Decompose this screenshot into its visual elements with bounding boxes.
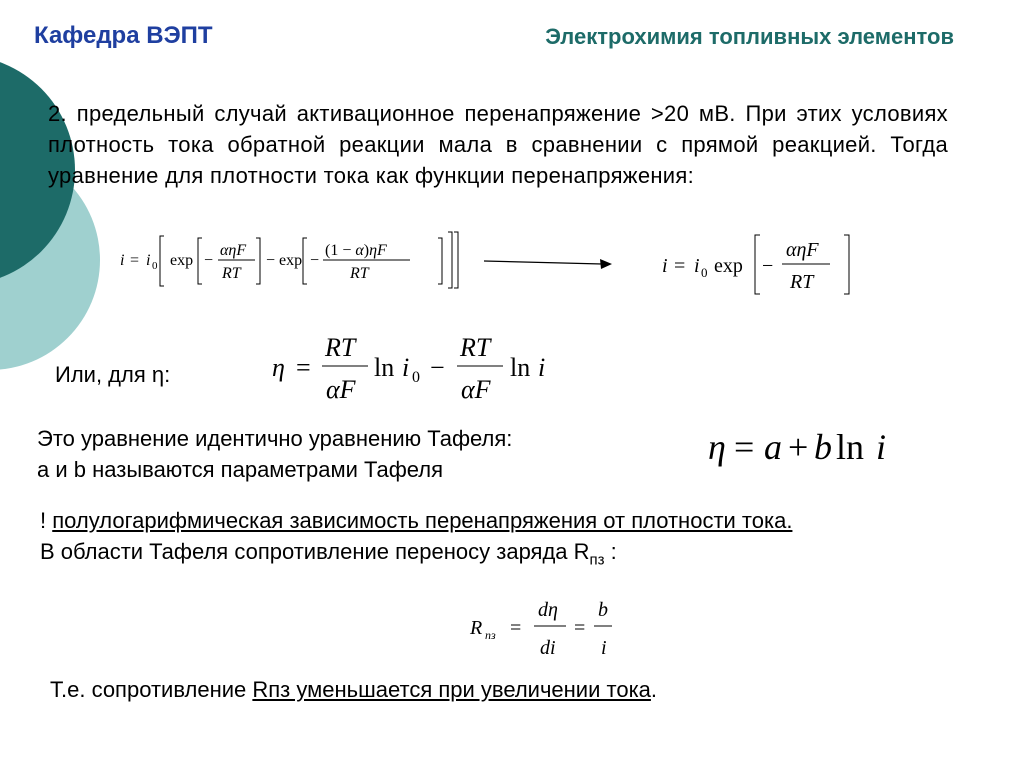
svg-text:exp: exp — [714, 255, 743, 277]
svg-text:exp: exp — [170, 252, 194, 269]
overpotential-equation — [270, 330, 570, 413]
butler-volmer-equation — [120, 228, 460, 297]
svg-text:=: = — [510, 617, 522, 639]
svg-text:dη: dη — [538, 599, 558, 621]
svg-text:=: = — [734, 427, 755, 467]
svg-text:αηF: αηF — [220, 242, 247, 259]
svg-text:αF: αF — [326, 375, 356, 404]
svg-text:RT: RT — [222, 265, 241, 282]
svg-text:RT: RT — [790, 271, 814, 293]
svg-text:−: − — [204, 252, 214, 269]
svg-text:ln: ln — [374, 353, 395, 382]
svg-text:di: di — [540, 637, 556, 659]
svg-text:RT: RT — [460, 333, 491, 362]
svg-text:i: i — [146, 252, 151, 269]
svg-text:αηF: αηF — [786, 239, 819, 261]
note-block — [40, 505, 950, 575]
department-title: Кафедра ВЭПТ — [34, 22, 213, 49]
svg-text:i: i — [876, 427, 887, 467]
svg-text:(1 − α)ηF: (1 − α)ηF — [325, 242, 387, 259]
svg-text:−: − — [762, 255, 774, 277]
tafel-equation — [708, 422, 928, 477]
svg-text:−: − — [430, 353, 445, 382]
svg-text:=: = — [674, 255, 686, 277]
svg-text:+: + — [788, 427, 809, 467]
svg-text:b: b — [598, 599, 608, 621]
svg-text:−: − — [310, 252, 320, 269]
svg-text:0: 0 — [701, 265, 708, 280]
svg-text:b: b — [814, 427, 832, 467]
svg-text:i: i — [662, 255, 668, 277]
svg-text:=: = — [130, 252, 140, 269]
svg-text:η: η — [708, 427, 726, 467]
conclusion-line: Т.е. сопротивление Rпз уменьшается при увеличении тока. — [50, 677, 658, 702]
note-line-1: ! полулогарифмическая зависимость перенапряжения от плотности тока. — [40, 508, 793, 533]
tafel-line-1: Это уравнение идентично уравнению Тафеля: — [37, 426, 513, 451]
svg-text:a: a — [764, 427, 782, 467]
svg-text:=: = — [296, 353, 311, 382]
svg-text:RT: RT — [325, 333, 356, 362]
charge-transfer-resistance-equation — [470, 596, 630, 671]
tafel-description — [37, 423, 512, 485]
note-line-2: В области Тафеля сопротивление переносу заряда $R_{пз}$ : — [40, 539, 617, 569]
svg-text:R: R — [470, 617, 483, 639]
svg-text:η: η — [272, 353, 285, 382]
course-title: Электрохимия топливных элементов — [545, 24, 954, 49]
svg-text:RT: RT — [350, 265, 369, 282]
arrow-right-icon — [484, 254, 614, 270]
decorative-circles — [0, 0, 160, 420]
svg-text:i: i — [538, 353, 546, 382]
svg-text:ln: ln — [836, 427, 865, 467]
svg-text:i: i — [120, 252, 125, 269]
tafel-line-2: a и b называются параметрами Тафеля — [37, 457, 444, 482]
svg-text:− exp: − exp — [266, 252, 303, 269]
svg-text:i: i — [601, 637, 607, 659]
conclusion-underlined: Rпз уменьшается при увеличении тока — [252, 677, 651, 702]
svg-text:αF: αF — [461, 375, 491, 404]
svg-text:0: 0 — [412, 369, 420, 386]
svg-text:i: i — [402, 353, 410, 382]
svg-text:=: = — [574, 617, 586, 639]
eta-label: Или, для η: — [55, 362, 171, 387]
svg-text:0: 0 — [152, 260, 158, 272]
paragraph-intro: 2. предельный случай активационное перенапряжение >20 мВ. При этих условиях плотность тока обратной реакции мала в сравнении с прямой реакцией. Тогда уравнение для плотности тока как функции перенапряжения: — [48, 101, 948, 188]
simplified-current-equation — [662, 230, 862, 305]
svg-text:пз: пз — [485, 628, 496, 642]
svg-text:ln: ln — [510, 353, 531, 382]
svg-text:i: i — [694, 255, 700, 277]
note-underlined: полулогарифмическая зависимость перенапряжения от плотности тока. — [52, 508, 793, 533]
